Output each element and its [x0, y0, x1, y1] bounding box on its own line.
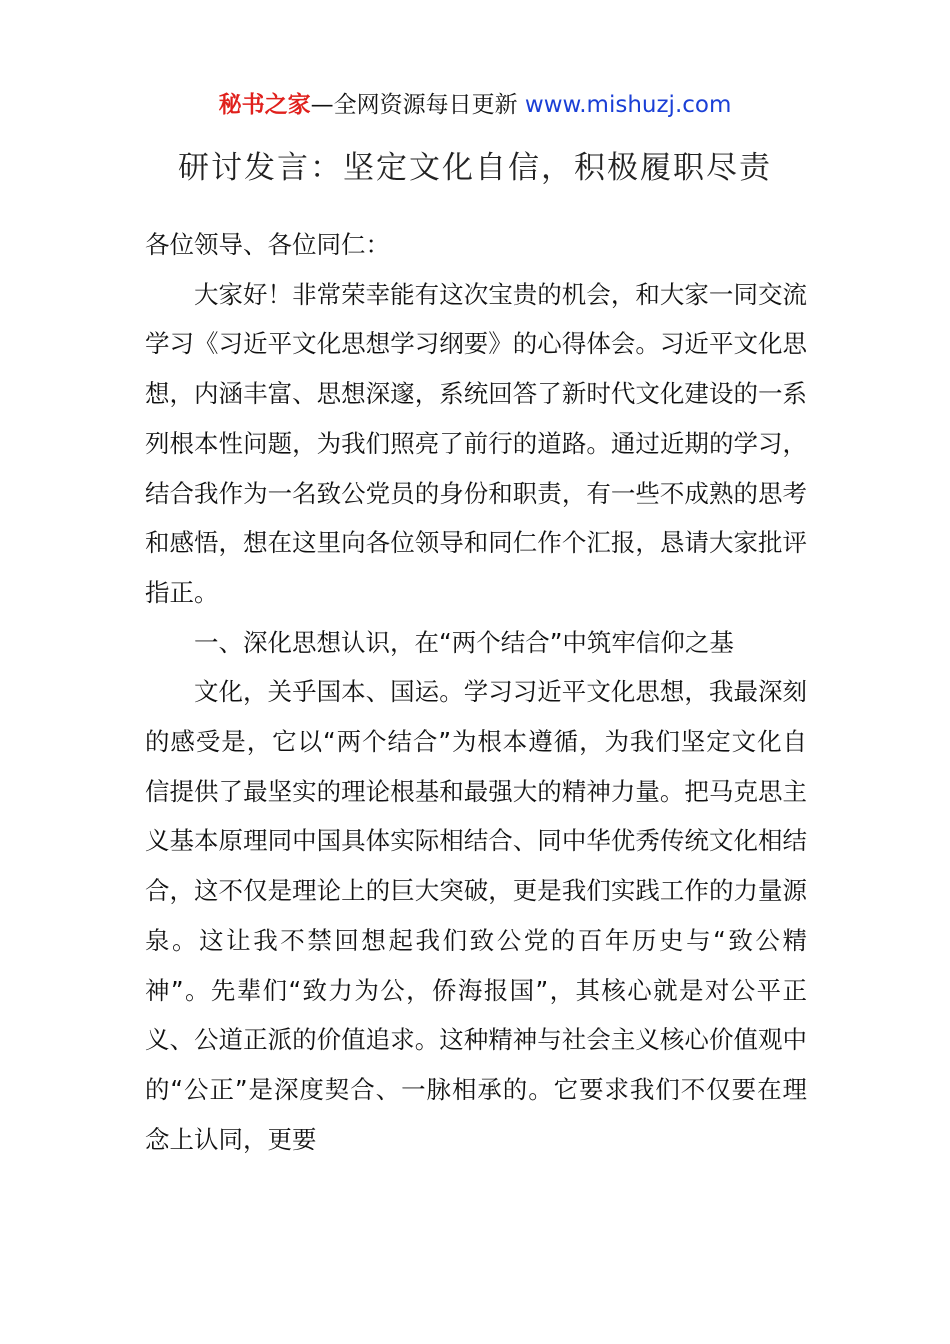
section-heading-1: 一、深化思想认识，在“两个结合”中筑牢信仰之基 — [194, 627, 734, 657]
document-body — [145, 220, 807, 1164]
header-tagline: —全网资源每日更新 — [310, 92, 525, 118]
paragraph-intro: 大家好！非常荣幸能有这次宝贵的机会，和大家一同交流学习《习近平文化思想学习纲要》的心得体会。习近平文化思想，内涵丰富、思想深邃，系统回答了新时代文化建设的一系列根本性问题，为我们照亮了前行的道路。通过近期的学习，结合我作为一名致公党员的身份和职责，有一些不成熟的思考和感悟，想在这里向各位领导和同仁作个汇报，恳请大家批评指正。 — [145, 279, 807, 607]
site-url-link[interactable]: www.mishuzj.com — [524, 92, 732, 118]
site-header — [0, 88, 950, 122]
paragraph-section-1: 文化，关乎国本、国运。学习习近平文化思想，我最深刻的感受是，它以“两个结合”为根本遵循，为我们坚定文化自信提供了最坚实的理论根基和最强大的精神力量。把马克思主义基本原理同中国具体实际相结合、同中华优秀传统文化相结合，这不仅是理论上的巨大突破，更是我们实践工作的力量源泉。这让我不禁回想起我们致公党的百年历史与“致公精神”。先辈们“致力为公，侨海报国”，其核心就是对公平正义、公道正派的价值追求。这种精神与社会主义核心价值观中的“公正”是深度契合、一脉相承的。它要求我们不仅要在理念上认同，更要 — [145, 677, 807, 1154]
salutation: 各位领导、各位同仁： — [145, 230, 390, 259]
brand-name: 秘书之家 — [218, 92, 311, 118]
document-title: 研讨发言：坚定文化自信，积极履职尽责 — [178, 150, 772, 186]
